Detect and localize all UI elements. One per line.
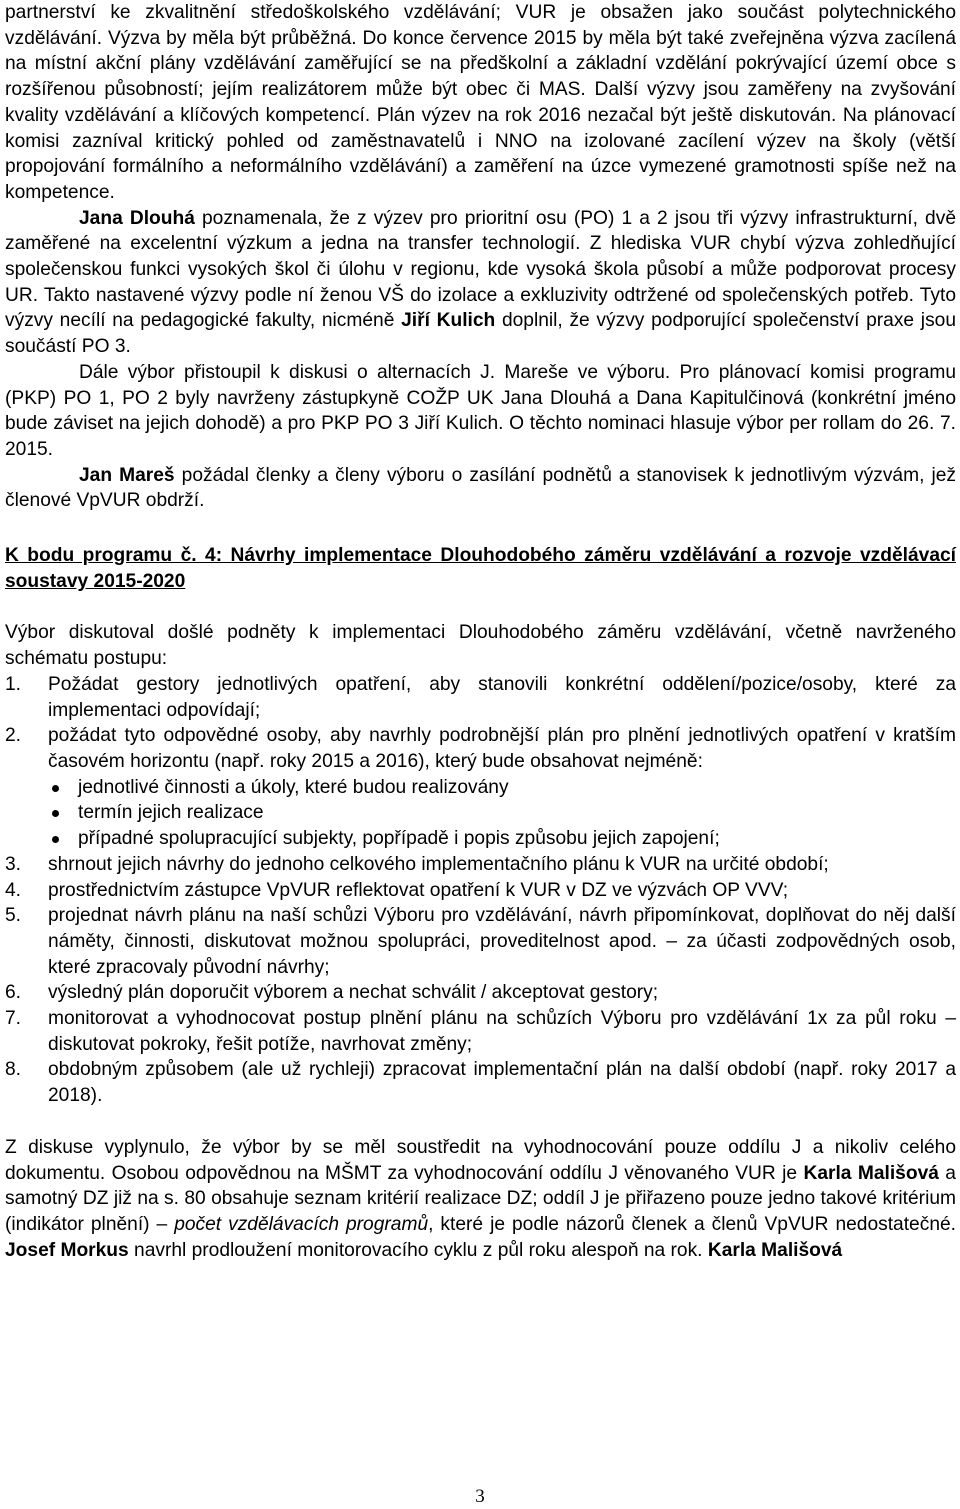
- bullet-list: [48, 775, 956, 852]
- person-name: Jana Dlouhá: [79, 207, 195, 229]
- numbered-list: [5, 672, 956, 1109]
- paragraph-intro: Výbor diskutoval došlé podněty k implementaci Dlouhodobého záměru vzdělávání, včetně navrženého schématu postupu:: [5, 622, 956, 670]
- page-number: 3: [475, 1486, 485, 1507]
- list-item: 2. požádat tyto odpovědné osoby, aby navrhly podrobnější plán pro plnění jednotlivých opatření v kratším časovém horizontu (např. roky 2015 a 2016), který bude obsahovat nejméně: jednotlivé činnosti a úkoly, které budou realizovány termín jejich realizace případné spolupracující subjekty, popřípadě i popis způsobu jejich zapojení;: [5, 723, 956, 852]
- person-name: Karla Mališová: [803, 1162, 939, 1184]
- list-item: 6. výsledný plán doporučit výborem a nechat schválit / akceptovat gestory;: [5, 982, 659, 1004]
- list-item: 4. prostřednictvím zástupce VpVUR reflektovat opatření k VUR v DZ ve výzvách OP VVV;: [5, 879, 789, 901]
- indicator-name: počet vzdělávacích programů: [174, 1213, 429, 1235]
- document-page: [5, 0, 956, 1263]
- paragraph-jan-mares: Jan Mareš požádal členky a členy výboru o zasílání podnětů a stanovisek k jednotlivým výzvám, jež členové VpVUR obdrží.: [5, 464, 956, 512]
- person-name: Karla Mališová: [707, 1239, 843, 1261]
- paragraph-alternates: Dále výbor přistoupil k diskusi o alternacích J. Mareše ve výboru. Pro plánovací komisi programu (PKP) PO 1, PO 2 byly navrženy zástupkyně COŽP UK Jana Dlouhá a Dana Kapitulčinová (konkrétní jméno bude záviset na jejich dohodě) a pro PKP PO 3 Jiří Kulich. O těchto nominaci hlasuje výbor per rollam do 26. 7. 2015.: [5, 361, 956, 460]
- list-item: 8. obdobným způsobem (ale už rychleji) zpracovat implementační plán na další období (např. roky 2017 a 2018).: [5, 1059, 956, 1107]
- list-item: 5. projednat návrh plánu na naší schůzi Výboru pro vzdělávání, návrh připomínkovat, doplňovat do něj další náměty, činnosti, diskutovat možnou spolupráci, proveditelnost apod. – za účasti zodpovědných osob, které zpracovaly původní návrhy;: [5, 905, 956, 978]
- bullet-item: termín jejich realizace: [48, 800, 956, 826]
- paragraph-ministry-calls: partnerství ke zkvalitnění středoškolského vzdělávání; VUR je obsažen jako součást polytechnického vzdělávání. Výzva by měla být průběžná. Do konce července 2015 by měla být také zveřejněna výzva zacílená na místní akční plány vzdělávání zaměřující se na předškolní a základní vzdělání pokrývající území obce s rozšířenou působností; jejím realizátorem může být obec či MAS. Další výzvy jsou zaměřeny na zvyšování kvality vzdělávání a klíčových kompetencí. Plán výzev na rok 2016 nezačal být ještě diskutován. Na plánovací komisi zazníval kritický pohled od zaměstnavatelů i NNO na izolované zacílení výzev na školy (větší propojování formálního a neformálního vzdělávání) a zaměření na úzce vymezené gramotnosti spíše než na kompetence.: [5, 2, 956, 203]
- person-name: Jiří Kulich: [401, 310, 496, 332]
- paragraph-conclusion: Z diskuse vyplynulo, že výbor by se měl soustředit na vyhodnocování pouze oddílu J a nikoliv celého dokumentu. Osobou odpovědnou na MŠMT za vyhodnocování oddílu J věnovaného VUR je Karla Mališová a samotný DZ již na s. 80 obsahuje seznam kritérií realizace DZ; oddíl J je přiřazeno pouze jedno takové kritérium (indikátor plnění) – počet vzdělávacích programů, které je podle názorů členek a členů VpVUR nedostatečné. Josef Morkus navrhl prodloužení monitorovacího cyklu z půl roku alespoň na rok. Karla Mališová: [5, 1136, 956, 1261]
- person-name: Josef Morkus: [5, 1239, 129, 1261]
- section-heading: K bodu programu č. 4: Návrhy implementace Dlouhodobého záměru vzdělávání a rozvoje vzdělávací soustavy 2015-2020: [5, 545, 956, 592]
- list-item: 1. Požádat gestory jednotlivých opatření, aby stanovili konkrétní oddělení/pozice/osoby, které za implementaci odpovídají;: [5, 673, 956, 721]
- paragraph-jana-dlouha: Jana Dlouhá poznamenala, že z výzev pro prioritní osu (PO) 1 a 2 jsou tři výzvy infrastrukturní, dvě zaměřené na excelentní výzkum a jedna na transfer technologií. Z hlediska VUR chybí výzva zohledňující společenskou funkci vysokých škol či úlohu v regionu, kde vysoká škola působí a může podporovat procesy UR. Takto nastavené výzvy podle ní ženou VŠ do izolace a exkluzivity odtržené od společenských potřeb. Tyto výzvy necílí na pedagogické fakulty, nicméně Jiří Kulich doplnil, že výzvy podporující společenství praxe jsou součástí PO 3.: [5, 207, 956, 358]
- bullet-item: případné spolupracující subjekty, popřípadě i popis způsobu jejich zapojení;: [48, 826, 956, 852]
- bullet-item: jednotlivé činnosti a úkoly, které budou realizovány: [48, 775, 956, 801]
- person-name: Jan Mareš: [79, 464, 175, 486]
- list-item: 7. monitorovat a vyhodnocovat postup plnění plánu na schůzích Výboru pro vzdělávání 1x za půl roku – diskutovat pokroky, řešit potíže, navrhovat změny;: [5, 1008, 956, 1055]
- list-item: 3. shrnout jejich návrhy do jednoho celkového implementačního plánu k VUR na určité období;: [5, 853, 829, 875]
